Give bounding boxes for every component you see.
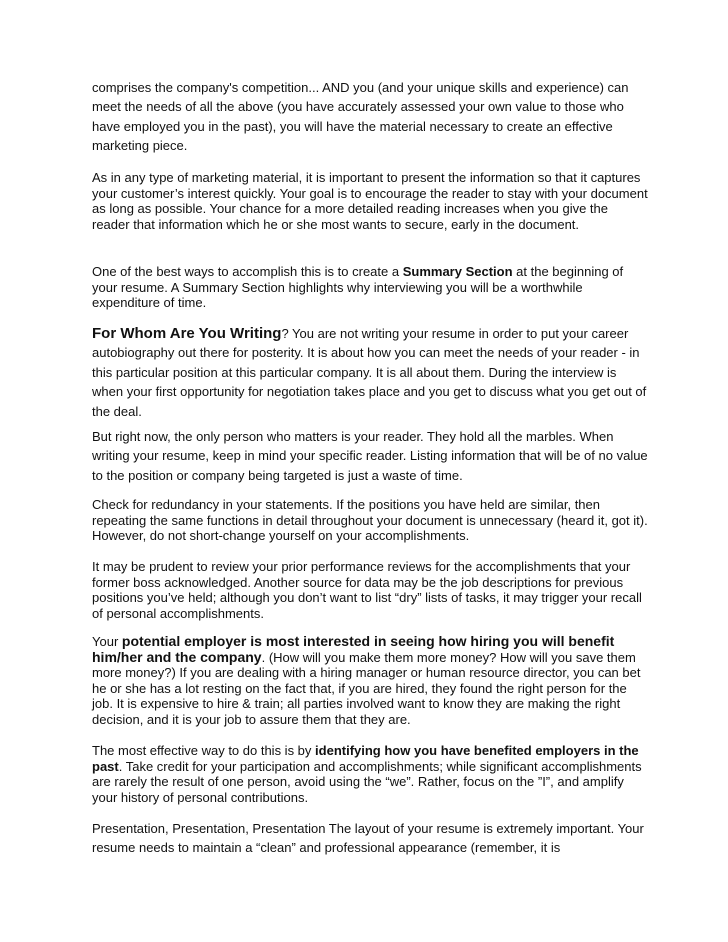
paragraph-for-whom [92,324,648,421]
for-whom-body-text: ? You are not writing your resume in order to put your career autobiography out there for posterity. It is about how you can meet the needs of your reader - in this particular position at this particular company. It is all about them. During the interview is when your first opportunity for negotiation takes place and you get to discuss what you get out of the deal. [92,326,647,419]
section-heading-for-whom: For Whom Are You Writing [92,325,282,342]
paragraph-competition: comprises the company's competition... AND you (and your unique skills and experience) can meet the needs of all the above (you have accurately assessed your own value to those who have employed you in the past), you will have the material necessary to create an effective marketing piece. [92,80,629,154]
employer-emphasis-text: potential employer is most interested in seeing how hiring you will benefit him/her and the company [92,633,615,665]
paragraph-redundancy: Check for redundancy in your statements. If the positions you have held are similar, then repeating the same functions in detail throughout your document is unnecessary (heard it, got it). However, do not short-change yourself on your accomplishments. [92,497,648,544]
paragraph-summary-section [92,264,648,311]
summary-intro-text: One of the best ways to accomplish this is to create a [92,264,403,279]
paragraph-potential-employer [92,634,648,728]
paragraph-marketing-material: As in any type of marketing material, it is important to present the information so that it captures your customer’s interest quickly. Your goal is to encourage the reader to stay with your document as long as possible. Your chance for a more detailed reading increases when you give the reader that information which he or she most wants to secure, early in the document. [92,170,648,232]
paragraph-your-reader: But right now, the only person who matters is your reader. They hold all the marbles. When writing your resume, keep in mind your specific reader. Listing information that will be of no value to the position or company being targeted is just a waste of time. [92,429,648,483]
paragraph-presentation: Presentation, Presentation, Presentation The layout of your resume is extremely important. Your resume needs to maintain a “clean” and professional appearance (remember, it is [92,821,644,856]
paragraph-performance-reviews: It may be prudent to review your prior performance reviews for the accomplishments that your former boss acknowledged. Another source for data may be the job descriptions for previous positions you’ve held; although you don’t want to list “dry” lists of tasks, it may trigger your recall of personal accomplishments. [92,559,642,621]
summary-rest-text: at the beginning of your resume. A Summary Section highlights why interviewing you will be a worthwhile expenditure of time. [92,264,624,311]
benefited-rest-text: . Take credit for your participation and accomplishments; while significant accomplishments are rarely the result of one person, avoid using the “we”. Rather, focus on the ”I”, and amplify your history of personal contributions. [92,758,642,805]
benefited-intro-text: The most effective way to do this is by [92,743,316,758]
employer-rest-text: . (How will you make them more money? How will you save them more money?) If you are dealing with a hiring manager or human resource director, you can bet he or she has a lot resting on the fact that, if you are hired, they found the right person for the job. It is expensive to hire & train; all parties involved want to know they are making the right decision, and it is your job to assure them that they are. [92,649,641,727]
paragraph-benefited-employers [92,743,648,805]
employer-intro-text: Your [92,634,122,649]
benefited-emphasis-text: identifying how you have benefited employers in the past [92,743,639,774]
summary-section-term: Summary Section [402,264,513,279]
